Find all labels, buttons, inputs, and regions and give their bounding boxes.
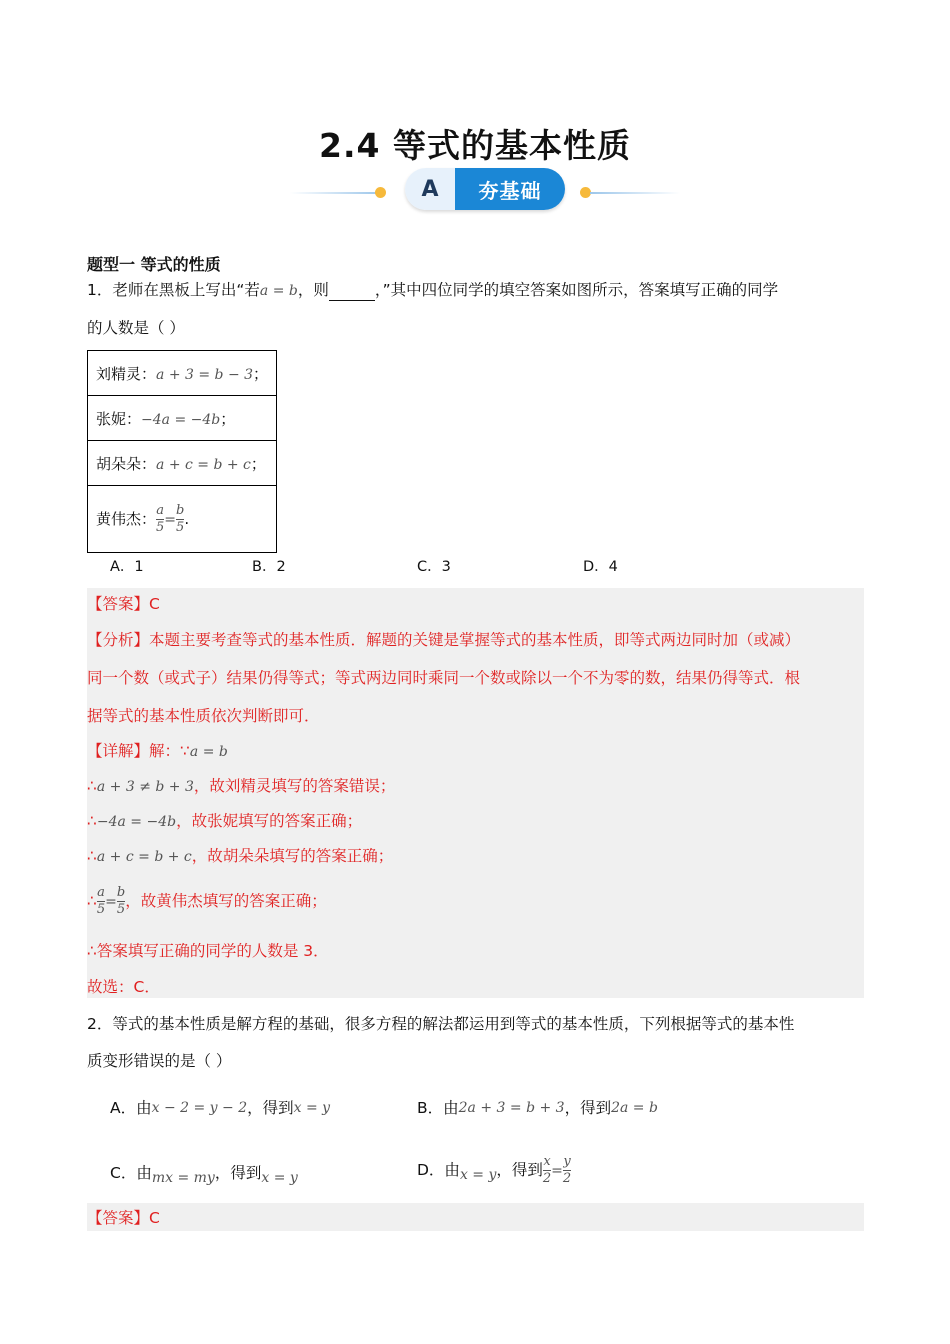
conclusion-line: ∴答案填写正确的同学的人数是 3． [87,942,329,960]
fraction: $\frac{y}{2}$ [562,1154,572,1186]
analysis-line-1: 【分析】本题主要考查等式的基本性质．解题的关键是掌握等式的基本性质，即等式两边同时加（或减） [87,631,801,649]
fill-blank [329,284,375,301]
question-2-stem-line2: 质变形错误的是（ ） [87,1052,232,1070]
answer-line: 【答案】C [87,595,160,613]
section-title: 题型一 等式的性质 [87,255,221,274]
fraction: $\frac{b}{5}$ [116,885,126,917]
option-a: A．由x − 2 = y − 2，得到x = y [110,1099,331,1117]
table-row: 胡朵朵：a + c = b + c； [88,441,277,486]
detail-step-2: ∴−4a = −4b，故张妮填写的答案正确； [87,812,363,830]
badge-letter: A [405,168,455,210]
table-row: 张妮：−4a = −4b； [88,396,277,441]
option-c: C．3 [417,559,451,575]
fraction: $\frac{x}{2}$ [542,1154,552,1186]
question-2-stem: 2．等式的基本性质是解方程的基础，很多方程的解法都运用到等式的基本性质，下列根据等式的基本性 [87,1015,795,1033]
table-row: 刘精灵：a + 3 = b − 3； [88,351,277,396]
choice-line: 故选：C． [87,978,160,996]
option-c: C．由mx = my，得到x = y [110,1164,298,1186]
fraction: $\frac{a}{5}$ [156,502,165,535]
detail-step-3: ∴a + c = b + c，故胡朵朵填写的答案正确； [87,847,394,865]
student-answers-table [87,350,277,553]
question-1-stem-line2: 的人数是（ ） [87,319,185,337]
analysis-line-2: 同一个数（或式子）结果仍得等式；等式两边同时乘同一个数或除以一个不为零的数，结果仍得等式．根 [87,669,801,687]
detail-step-1: ∴a + 3 ≠ b + 3，故刘精灵填写的答案错误； [87,777,396,795]
option-a: A．1 [110,559,144,575]
detail-step-4: ∴ $\frac{a}{5}$ = $\frac{b}{5}$ ，故黄伟杰填写的答案正确； [87,885,327,917]
option-b: B．2 [252,559,286,575]
option-d: D．4 [583,559,618,575]
page-title: 2.4 等式的基本性质 [319,126,631,165]
fraction: $\frac{a}{5}$ [96,885,106,917]
question-1-stem: 1．老师在黑板上写出“若a = b，则 ，”其中四位同学的填空答案如图所示，答案填写正确的同学 [87,281,779,299]
decor-line-left [290,192,380,194]
answer-line: 【答案】C [87,1209,160,1227]
detail-line: 【详解】解：∵a = b [87,742,228,760]
decor-dot-left [375,187,386,198]
analysis-line-3: 据等式的基本性质依次判断即可． [87,707,320,725]
question-number: 2． [87,1015,113,1033]
section-badge [405,168,565,210]
table-row: 黄伟杰： $\frac{a}{5}$ = $\frac{b}{5}$ . [88,486,277,553]
question-number: 1． [87,281,113,299]
answer-2-box [87,1203,864,1231]
badge-text: 夯基础 [455,168,565,210]
fraction: $\frac{b}{5}$ [176,502,185,535]
option-d: D．由x = y，得到 $\frac{x}{2}$ = $\frac{y}{2}$ [417,1154,572,1186]
decor-line-right [590,192,680,194]
option-b: B．由2a + 3 = b + 3，得到2a = b [417,1099,658,1117]
